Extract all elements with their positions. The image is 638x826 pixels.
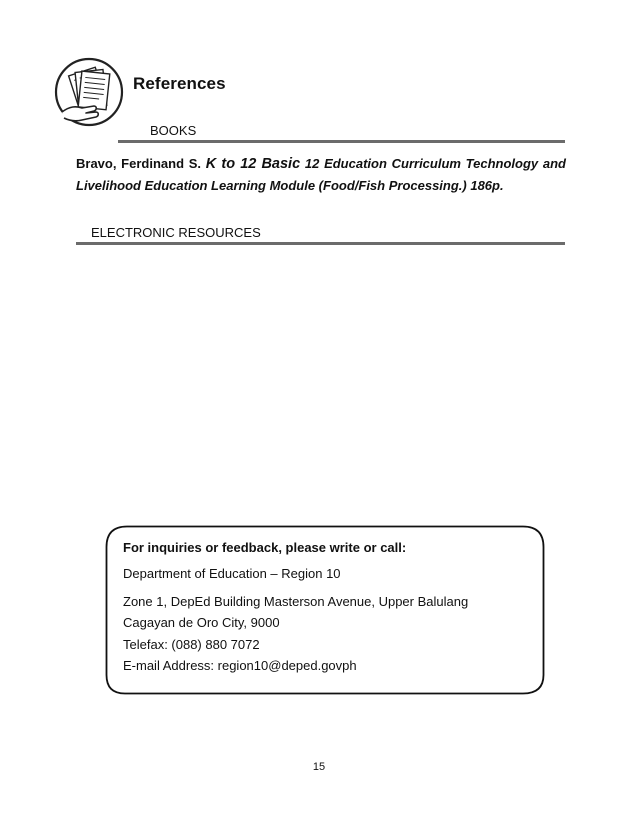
contact-department: Department of Education – Region 10	[123, 566, 341, 581]
contact-address: Zone 1, DepEd Building Masterson Avenue, Upper Balulang	[123, 594, 469, 609]
reference-title-part2: 12 Education Curriculum Technology and Livelihood Education Learning Module (Food/Fish Processing.) 186p.	[76, 156, 566, 193]
electronic-resources-heading: ELECTRONIC RESOURCES	[91, 225, 261, 240]
contact-telefax: Telefax: (088) 880 7072	[123, 637, 260, 652]
section-title: References	[133, 74, 226, 93]
books-heading: BOOKS	[150, 123, 197, 138]
page-number: 15	[312, 761, 326, 773]
reference-title-part1: K to 12 Basic	[205, 156, 301, 172]
book-reference-entry	[76, 153, 566, 196]
books-divider	[118, 140, 565, 143]
contact-heading: For inquiries or feedback, please write or call:	[123, 540, 407, 555]
electronic-resources-divider	[76, 242, 565, 245]
documents-in-hand-icon	[50, 56, 128, 128]
contact-city: Cagayan de Oro City, 9000	[123, 615, 280, 630]
contact-info-box	[105, 525, 545, 695]
reference-author: Bravo, Ferdinand S.	[76, 156, 202, 171]
contact-email: E-mail Address: region10@deped.govph	[123, 658, 357, 673]
